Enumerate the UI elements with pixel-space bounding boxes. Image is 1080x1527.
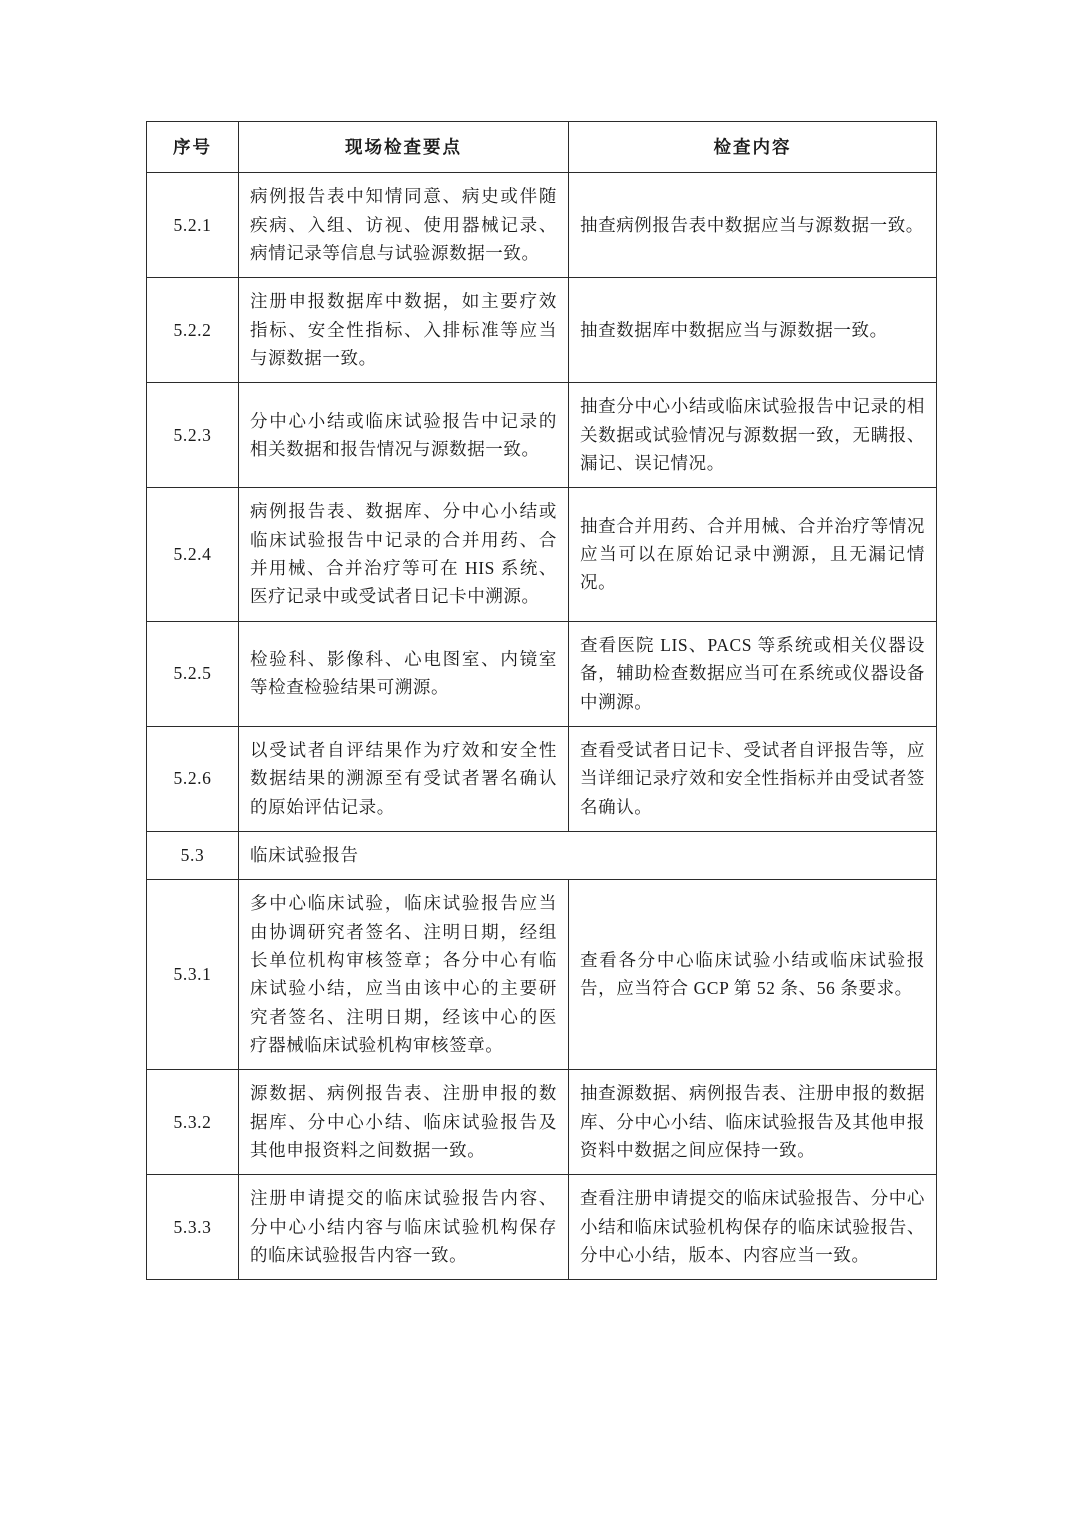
row-content: 抽查合并用药、合并用械、合并治疗等情况应当可以在原始记录中溯源，且无漏记情况。 bbox=[569, 488, 937, 621]
table-header bbox=[147, 122, 937, 173]
row-content: 抽查分中心小结或临床试验报告中记录的相关数据或试验情况与源数据一致，无瞒报、漏记、误记情况。 bbox=[569, 383, 937, 488]
row-content: 抽查源数据、病例报告表、注册申报的数据库、分中心小结、临床试验报告及其他申报资料中数据之间应保持一致。 bbox=[569, 1070, 937, 1175]
checklist-table-wrapper bbox=[146, 121, 936, 1280]
table-row bbox=[147, 278, 937, 383]
row-key-points: 源数据、病例报告表、注册申报的数据库、分中心小结、临床试验报告及其他申报资料之间数据一致。 bbox=[239, 1070, 569, 1175]
table-section-row bbox=[147, 831, 937, 879]
section-number: 5.3 bbox=[147, 831, 239, 879]
table-row bbox=[147, 383, 937, 488]
row-key-points: 注册申报数据库中数据，如主要疗效指标、安全性指标、入排标准等应当与源数据一致。 bbox=[239, 278, 569, 383]
row-key-points: 以受试者自评结果作为疗效和安全性数据结果的溯源至有受试者署名确认的原始评估记录。 bbox=[239, 726, 569, 831]
column-header-content: 检查内容 bbox=[569, 122, 937, 173]
table-row bbox=[147, 726, 937, 831]
row-number: 5.3.2 bbox=[147, 1070, 239, 1175]
section-title: 临床试验报告 bbox=[239, 831, 937, 879]
table-row bbox=[147, 621, 937, 726]
column-header-key-points: 现场检查要点 bbox=[239, 122, 569, 173]
row-key-points: 病例报告表、数据库、分中心小结或临床试验报告中记录的合并用药、合并用械、合并治疗等可在 HIS 系统、医疗记录中或受试者日记卡中溯源。 bbox=[239, 488, 569, 621]
row-content: 查看各分中心临床试验小结或临床试验报告，应当符合 GCP 第 52 条、56 条要求。 bbox=[569, 880, 937, 1070]
row-content: 查看受试者日记卡、受试者自评报告等，应当详细记录疗效和安全性指标并由受试者签名确认。 bbox=[569, 726, 937, 831]
row-number: 5.2.1 bbox=[147, 173, 239, 278]
row-number: 5.3.3 bbox=[147, 1175, 239, 1280]
row-number: 5.2.2 bbox=[147, 278, 239, 383]
row-content: 查看医院 LIS、PACS 等系统或相关仪器设备，辅助检查数据应当可在系统或仪器设备中溯源。 bbox=[569, 621, 937, 726]
table-header-row bbox=[147, 122, 937, 173]
table-row bbox=[147, 1175, 937, 1280]
row-number: 5.2.3 bbox=[147, 383, 239, 488]
row-key-points: 注册申请提交的临床试验报告内容、分中心小结内容与临床试验机构保存的临床试验报告内容一致。 bbox=[239, 1175, 569, 1280]
row-key-points: 检验科、影像科、心电图室、内镜室等检查检验结果可溯源。 bbox=[239, 621, 569, 726]
table-row bbox=[147, 880, 937, 1070]
row-content: 抽查病例报告表中数据应当与源数据一致。 bbox=[569, 173, 937, 278]
row-content: 查看注册申请提交的临床试验报告、分中心小结和临床试验机构保存的临床试验报告、分中心小结，版本、内容应当一致。 bbox=[569, 1175, 937, 1280]
row-key-points: 多中心临床试验，临床试验报告应当由协调研究者签名、注明日期，经组长单位机构审核签章；各分中心有临床试验小结，应当由该中心的主要研究者签名、注明日期，经该中心的医疗器械临床试验机构审核签章。 bbox=[239, 880, 569, 1070]
row-number: 5.2.5 bbox=[147, 621, 239, 726]
checklist-table bbox=[146, 121, 937, 1280]
row-key-points: 分中心小结或临床试验报告中记录的相关数据和报告情况与源数据一致。 bbox=[239, 383, 569, 488]
row-key-points: 病例报告表中知情同意、病史或伴随疾病、入组、访视、使用器械记录、病情记录等信息与试验源数据一致。 bbox=[239, 173, 569, 278]
table-row bbox=[147, 1070, 937, 1175]
table-body bbox=[147, 173, 937, 1280]
table-row bbox=[147, 488, 937, 621]
row-number: 5.3.1 bbox=[147, 880, 239, 1070]
column-header-no: 序号 bbox=[147, 122, 239, 173]
table-row bbox=[147, 173, 937, 278]
row-content: 抽查数据库中数据应当与源数据一致。 bbox=[569, 278, 937, 383]
row-number: 5.2.6 bbox=[147, 726, 239, 831]
row-number: 5.2.4 bbox=[147, 488, 239, 621]
